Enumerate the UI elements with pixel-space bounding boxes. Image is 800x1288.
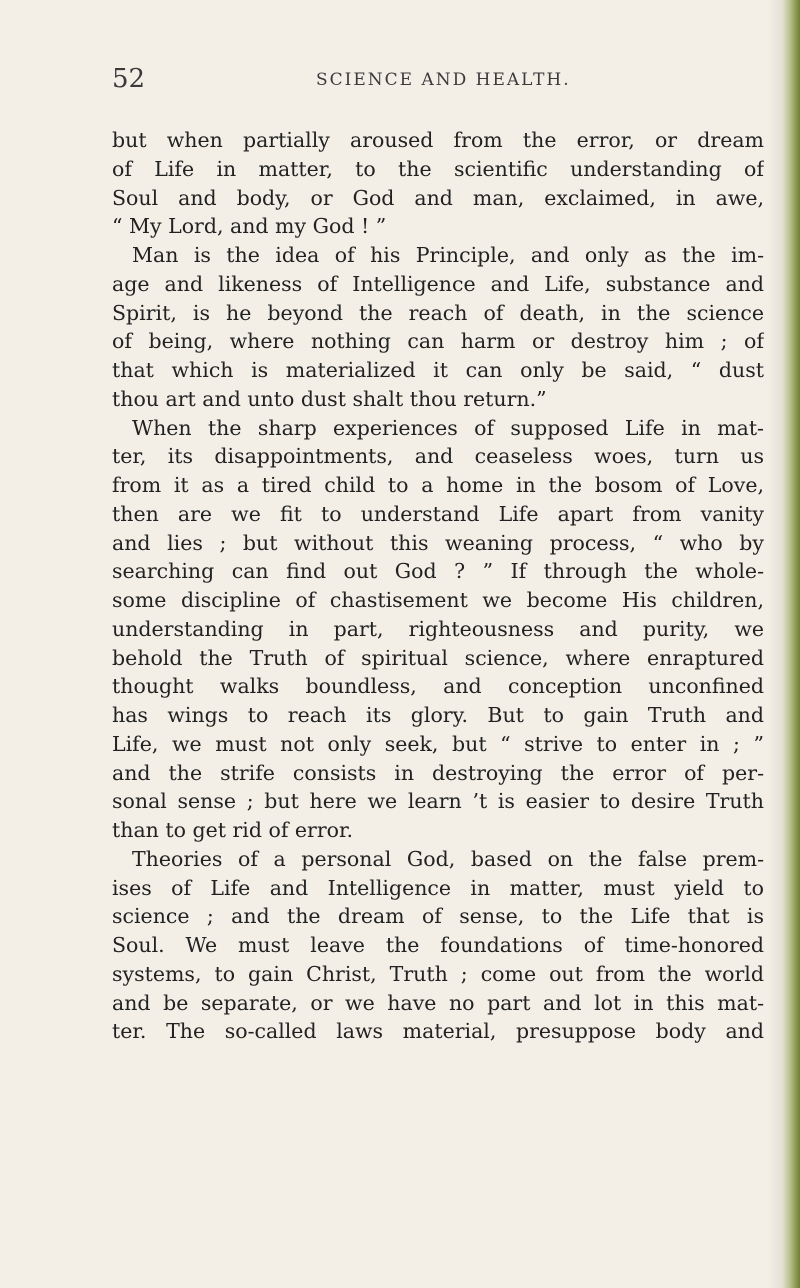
- body-text: [112, 126, 764, 1046]
- text-line: Life, we must not only seek, but “ strive to enter in ; ”: [112, 731, 764, 756]
- text-line: from it as a tired child to a home in the bosom of Love,: [112, 473, 764, 497]
- book-binding-edge: [782, 0, 800, 1288]
- text-line: then are we fit to understand Life apart from vanity: [112, 501, 764, 526]
- text-line: and the strife consists in destroying the error of per-: [112, 760, 764, 785]
- text-line: When the sharp experiences of supposed Life in mat-: [132, 415, 764, 440]
- text-line: “ My Lord, and my God ! ”: [112, 214, 387, 239]
- text-line: Soul and body, or God and man, exclaimed, in awe,: [112, 185, 764, 210]
- text-line: behold the Truth of spiritual science, where enraptured: [112, 645, 764, 670]
- text-line: ises of Life and Intelligence in matter, must yield to: [112, 875, 764, 900]
- page-number: 52: [112, 64, 146, 94]
- text-line: Theories of a personal God, based on the false prem-: [132, 846, 764, 871]
- running-head: SCIENCE AND HEALTH.: [316, 70, 571, 90]
- text-line: ter, its disappointments, and ceaseless woes, turn us: [112, 444, 764, 469]
- text-line: that which is materialized it can only be said, “ dust: [112, 358, 764, 382]
- text-line: thought walks boundless, and conception unconfined: [112, 674, 764, 699]
- text-line: but when partially aroused from the error, or dream: [112, 128, 764, 152]
- text-line: thou art and unto dust shalt thou return.”: [112, 386, 547, 411]
- text-line: and be separate, or we have no part and lot in this mat-: [112, 990, 764, 1015]
- text-line: sonal sense ; but here we learn ’t is easier to desire Truth: [112, 789, 764, 814]
- text-line: science ; and the dream of sense, to the Life that is: [112, 904, 764, 929]
- text-line: of being, where nothing can harm or destroy him ; of: [112, 329, 764, 354]
- text-line: than to get rid of error.: [112, 818, 354, 842]
- text-line: and lies ; but without this weaning process, “ who by: [112, 530, 764, 555]
- text-line: age and likeness of Intelligence and Life, substance and: [112, 271, 764, 296]
- text-line: understanding in part, righteousness and purity, we: [112, 616, 764, 641]
- text-line: Man is the idea of his Principle, and only as the im-: [132, 243, 764, 267]
- text-line: has wings to reach its glory. But to gain Truth and: [112, 703, 764, 727]
- text-line: Spirit, is he beyond the reach of death, in the science: [112, 300, 764, 325]
- text-line: Soul. We must leave the foundations of time-honored: [112, 933, 764, 957]
- text-line: some discipline of chastisement we become His children,: [112, 588, 764, 612]
- binding-shadow: [768, 0, 782, 1288]
- text-line: of Life in matter, to the scientific understanding of: [112, 156, 764, 181]
- text-line: systems, to gain Christ, Truth ; come out from the world: [112, 961, 764, 986]
- text-line: searching can find out God ? ” If through the whole-: [112, 559, 764, 584]
- page-header: [112, 64, 772, 94]
- text-line: ter. The so-called laws material, presuppose body and: [112, 1019, 764, 1044]
